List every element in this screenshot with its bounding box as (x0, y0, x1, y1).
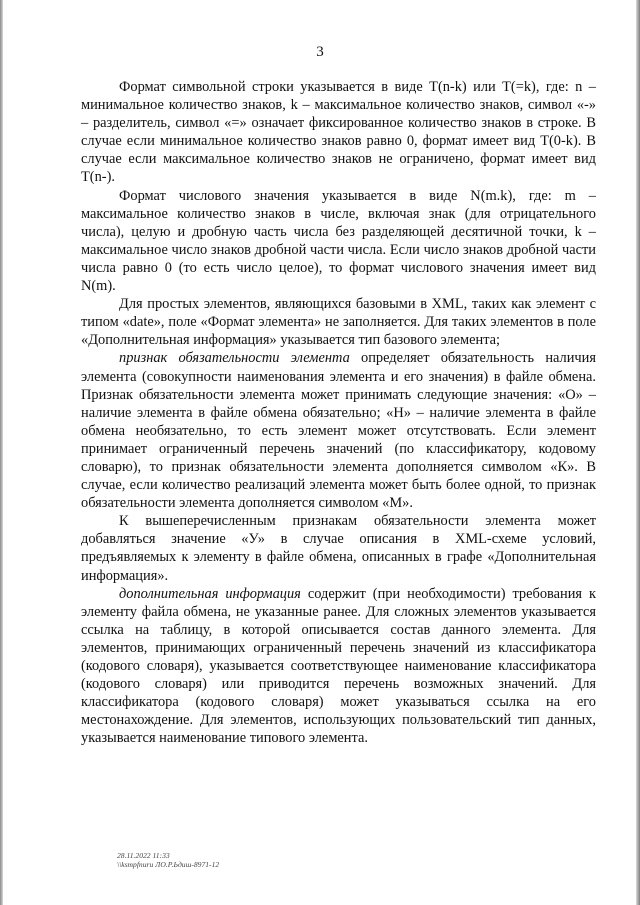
paragraph-simple-elements (81, 295, 596, 349)
document-body (81, 78, 596, 747)
scan-edge-right (636, 0, 640, 905)
document-footer (117, 851, 219, 869)
paragraph-text: К вышеперечисленным признакам обязательности элемента может добавляться значение «У» в случае описания в XML-схеме условий, предъявляемых к элементу в файле обмена, описанных в графе «Дополнительная информация». (81, 513, 596, 584)
paragraph-lead: признак обязательности элемента (119, 350, 350, 367)
paragraph-string-format (81, 78, 596, 187)
footer-file-path: \\ksmpfnuru ЛО.Р.Ьдиш-8971-12 (117, 860, 220, 869)
paragraph-text: Для простых элементов, являющихся базовыми в XML, таких как элемент с типом «date», поле «Формат элемента» не заполняется. Для таких элементов в поле «Дополнительная информация» указывается тип базового элемента; (81, 296, 596, 349)
paragraph-conditional-flag (81, 512, 596, 584)
footer-timestamp: 28.11.2022 11:33 (117, 851, 170, 860)
scan-edge-left (0, 0, 3, 905)
paragraph-text: Формат символьной строки указывается в виде T(n-k) или T(=k), где: n – минимальное количество знаков, k – максимальное количество знаков, символ «-» – разделитель, символ «=» означает фиксированное количество знаков в строке. В случае если минимальное количество знаков равно 0, формат имеет вид T(0-k). В случае если максимальное количество знаков не ограничено, формат имеет вид T(n-). (81, 79, 596, 186)
paragraph-mandatory-flag (81, 349, 596, 512)
paragraph-text: Формат числового значения указывается в виде N(m.k), где: m – максимальное количество знаков в числе, включая знак (для отрицательного числа), целую и дробную часть числа без разделяющей десятичной точки, k – максимальное число знаков дробной части числа. Если число знаков дробной части числа равно 0 (то есть число целое), то формат числового значения имеет вид N(m). (81, 187, 596, 295)
paragraph-text: определяет обязательность наличия элемента (совокупности наименования элемента и его значения) в файле обмена. Признак обязательности элемента может принимать следующие значения: «О» – наличие элемента в файле обмена обязательно; «Н» – наличие элемента в файле обмена необязательно, то есть элемент может отсутствовать. Если элемент принимает ограниченный перечень значений (по классификатору, кодовому словарю), то признак обязательности элемента дополняется символом «К». В случае, если количество реализаций элемента может быть более одной, то признак обязательности элемента дополняется символом «М». (81, 350, 596, 512)
paragraph-additional-info (81, 585, 596, 748)
paragraph-text: содержит (при необходимости) требования к элементу файла обмена, не указанные ранее. Для сложных элементов указывается ссылка на таблицу, в которой описывается состав данного элемента. Для элементов, принимающих ограниченный перечень значений из классификатора (кодового словаря), указывается соответствующее наименование классификатора (кодового словаря) или приводится перечень возможных значений. Для классификатора (кодового словаря) может указываться ссылка на его местонахождение. Для элементов, использующих пользовательский тип данных, указывается наименование типового элемента. (81, 585, 596, 747)
paragraph-lead: дополнительная информация (119, 585, 301, 602)
paragraph-numeric-format (81, 187, 596, 296)
page-number: 3 (316, 44, 324, 60)
